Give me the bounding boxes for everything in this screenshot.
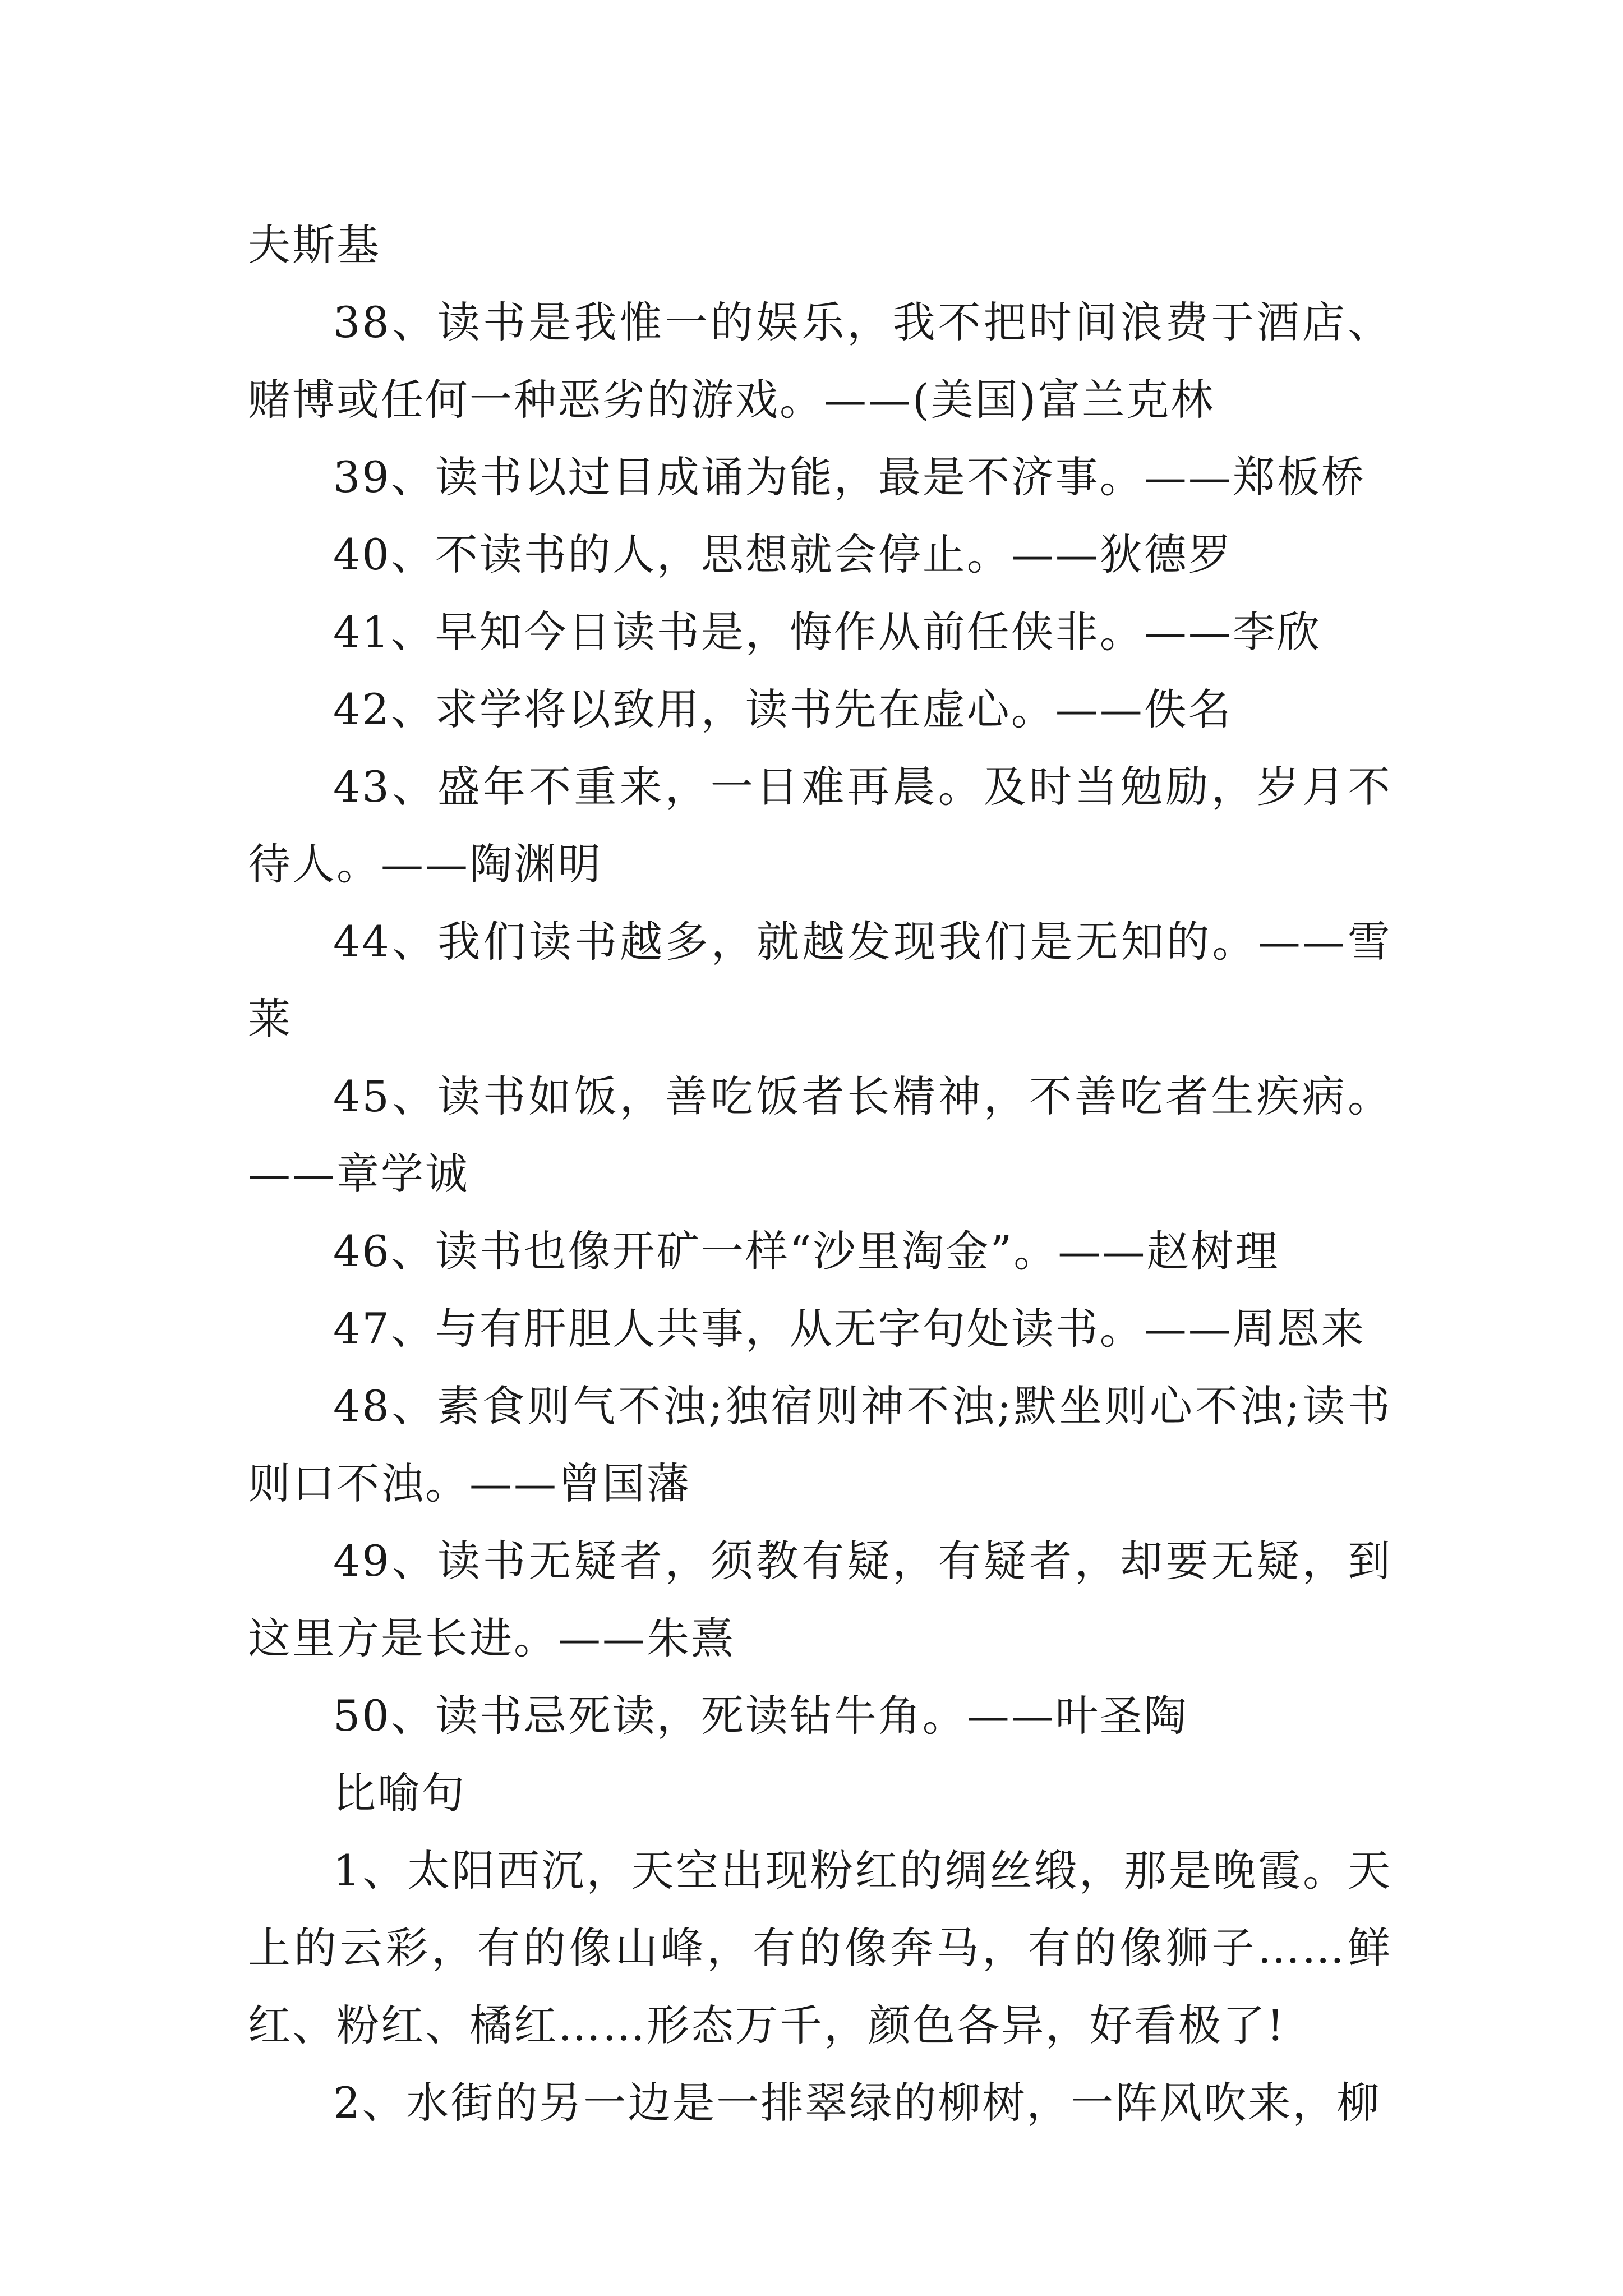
paragraph-continuation: 夫斯基 bbox=[248, 220, 381, 270]
quote-40: 40、不读书的人，思想就会停止。——狄德罗 bbox=[333, 530, 1233, 579]
section-heading-metaphors: 比喻句 bbox=[333, 1768, 466, 1818]
quote-47: 47、与有肝胆人共事，从无字句处读书。——周恩来 bbox=[333, 1304, 1366, 1354]
metaphor-1: 1、太阳西沉，天空出现粉红的绸丝缎，那是晚霞。天上的云彩，有的像山峰，有的像奔马，有的像狮子……鲜红、粉红、橘红……形态万千，颜色各异，好看极了! bbox=[248, 1846, 1392, 2050]
quote-42: 42、求学将以致用，读书先在虚心。——佚名 bbox=[333, 684, 1233, 734]
quote-45: 45、读书如饭，善吃饭者长精神，不善吃者生疾病。——章学诚 bbox=[248, 1071, 1392, 1199]
quote-39: 39、读书以过目成诵为能，最是不济事。——郑板桥 bbox=[333, 452, 1366, 502]
document-body bbox=[248, 206, 1392, 2142]
quote-43: 43、盛年不重来，一日难再晨。及时当勉励，岁月不待人。——陶渊明 bbox=[248, 762, 1392, 889]
metaphor-2: 2、水街的另一边是一排翠绿的柳树，一阵风吹来，柳 bbox=[333, 2078, 1381, 2128]
quote-44: 44、我们读书越多，就越发现我们是无知的。——雪莱 bbox=[248, 917, 1392, 1044]
quote-50: 50、读书忌死读，死读钻牛角。——叶圣陶 bbox=[333, 1691, 1188, 1741]
quote-41: 41、早知今日读书是，悔作从前任侠非。——李欣 bbox=[333, 607, 1321, 657]
quote-48: 48、素食则气不浊;独宿则神不浊;默坐则心不浊;读书则口不浊。——曾国藩 bbox=[248, 1381, 1392, 1508]
quote-46: 46、读书也像开矿一样“沙里淘金”。——赵树理 bbox=[333, 1226, 1280, 1276]
quote-38: 38、读书是我惟一的娱乐，我不把时间浪费于酒店、赌博或任何一种恶劣的游戏。——(美国)富兰克林 bbox=[248, 297, 1392, 425]
quote-49: 49、读书无疑者，须教有疑，有疑者，却要无疑，到这里方是长进。——朱熹 bbox=[248, 1536, 1392, 1663]
